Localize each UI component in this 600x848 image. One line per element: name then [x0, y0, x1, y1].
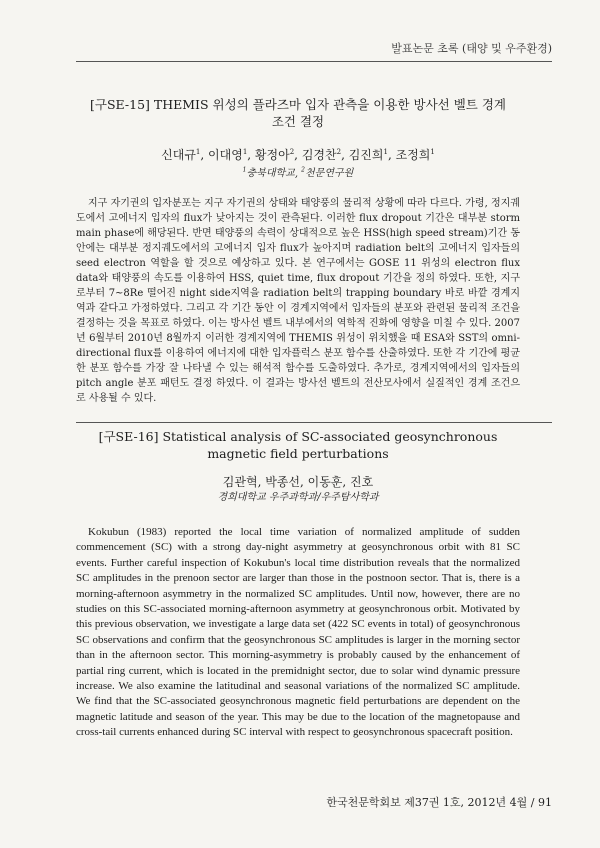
article-title	[76, 428, 520, 462]
article-title	[76, 96, 520, 130]
author: 이대영$^1$	[208, 148, 248, 162]
article-title-line1: [구SE-15] THEMIS 위성의 플라즈마 입자 관측을 이용한 방사선 벨트 경계	[90, 97, 506, 112]
article-title-line2: magnetic field perturbations	[207, 446, 389, 461]
abstract-article-se16	[76, 428, 520, 752]
author-list: 신대규$^1$, 이대영$^1$, 황정아$^2$, 김경찬$^2$, 김진희$^1$, 조정희$^1$	[161, 148, 435, 162]
article-title-line1: [구SE-16] Statistical analysis of SC-associated geosynchronous	[98, 429, 498, 444]
affiliation-list: 경희대학교 우주과학과/우주탐사학과	[217, 492, 379, 503]
affiliation: $^2$천문연구원	[301, 167, 354, 180]
running-header: 발표논문 초록 (태양 및 우주환경)	[391, 42, 552, 55]
article-divider	[76, 422, 552, 423]
author: 김진희$^1$	[348, 148, 388, 162]
author: 김경찬$^2$	[301, 148, 342, 162]
author: 황정아$^2$	[254, 148, 295, 162]
abstract-article-se15	[76, 96, 520, 416]
abstract-body: Kokubun (1983) reported the local time variation of normalized amplitude of sudden commencement (SC) with a strong day-night asymmetry at geosynchronous orbit with 81 SC events. Further careful inspection of Kokubun's local time distribution reveals that the normalized SC amplitudes in the prenoon sector are larger than those in the postnoon sector. That is, there is a morning-afternoon asymmetry in the normalized SC amplitudes. Until now, however, there are no studies on this SC-associated morning-afternoon asymmetry at geosynchronous orbit. Motivated by this previous observation, we investigate a large data set (422 SC events in total) of geosynchronous SC observations and confirm that the geosynchronous SC amplitudes is larger in the morning sector than in the afternoon sector. This morning-asymmetry is probably caused by the enhancement of partial ring current, which is located in the premidnight sector, due to solar wind dynamic pressure increase. We also examine the latitudinal and seasonal variations of the normalized SC amplitude. We find that the SC-associated geosynchronous magnetic field perturbations are dependent on the magnetic latitude and season of the year. This may be due to the location of the magnetopause and cross-tail currents enhanced during SC interval with respect to geosynchronous spacecraft position.	[76, 526, 520, 739]
page-footer-citation: 한국천문학회보 제37권 1호, 2012년 4월 / 91	[326, 796, 552, 809]
affiliation-list: $^1$충북대학교, $^2$천문연구원	[242, 167, 354, 180]
article-title-line2: 조건 결정	[271, 114, 325, 129]
author: 신대규$^1$	[161, 148, 201, 162]
abstract-body: 지구 자기권의 입자분포는 지구 자기권의 상태와 태양풍의 물리적 상황에 따라 다르다. 가령, 정지궤도에서 고에너지 입자의 flux가 낮아지는 것이 관측된다. 이러한 flux dropout 기간은 대부분 storm main phase에 해당된다. 반면 태양풍의 속력이 상대적으로 높은 HSS(high speed stream)기간 동안에는 대부분 정지궤도에서의 고에너지 입자 flux가 높아지며 radiation belt의 고에너지 입자들의 seed electron 역할을 할 것으로 예상하고 있다. 본 연구에서는 GOSE 11 위성의 electron flux data와 태양풍의 속도를 이용하여 HSS, quiet time, flux dropout 기간을 정의 하였다. 또한, 지구로부터 7~8Re 떨어진 night side지역을 radiation belt의 trapping boundary 바로 바깥 경계지역과 같다고 가정하였다. 그리고 각 기간 동안 이 경계지역에서 입자들의 분포와 관련된 물리적 조건을 결정하는 것을 목표로 하였다. 이는 방사선 벨트 내부에서의 역학적 진화에 영향을 미칠 수 있다. 2007년 6월부터 2010년 8월까지 이러한 경계지역에 THEMIS 위성이 위치했을 때 ESA와 SST의 omni-directional flux를 이용하여 에너지에 대한 입자플럭스 분포 함수를 산출하였다. 또한 각 기간에 평균한 분포 함수를 가장 잘 나타낼 수 있는 해석적 함수를 도출하였다. 추가로, 경계지역에서의 입자들의 pitch angle 분포 패턴도 결정 하였다. 이 결과는 방사선 벨트의 전산모사에서 실질적인 경계 조건으로 사용될 수 있다.	[76, 198, 520, 405]
author-list: 김관혁, 박종선, 이동훈, 진호	[222, 475, 374, 489]
author: 조정희$^1$	[395, 148, 435, 162]
header-rule	[76, 61, 552, 62]
affiliation: $^1$충북대학교	[242, 167, 295, 180]
